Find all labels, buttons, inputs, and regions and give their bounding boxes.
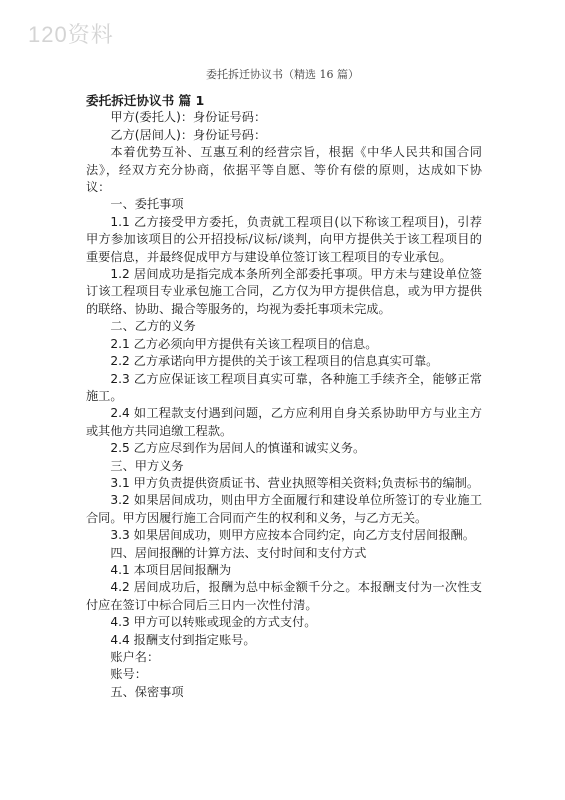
paragraph: 4.1 本项目居间报酬为 [110,562,232,577]
paragraph: 账号： [110,667,147,682]
paragraph: 4.4 报酬支付到指定账号。 [110,632,256,647]
section-title: 委托拆迁协议书 篇 1 [86,93,205,108]
paragraph: 四、居间报酬的计算方法、支付时间和支付方式 [110,545,367,560]
paragraph: 账户名： [110,650,160,664]
watermark-logo: 120资料 [28,22,114,47]
paragraph: 本着优势互补、互惠互利的经营宗旨，根据《中华人民共和国合同法》，经双方充分协商，依据平等自愿、等价有偿的原则，达成如下协议： [86,145,482,195]
paragraph: 2.3 乙方应保证该工程项目真实可靠，各种施工手续齐全，能够正常施工。 [86,371,482,403]
paragraph: 4.3 甲方可以转账或现金的方式支付。 [110,615,317,630]
paragraph: 三、甲方义务 [110,458,184,473]
paragraph: 2.5 乙方应尽到作为居间人的慎谨和诚实义务。 [110,441,366,456]
paragraph: 1.1 乙方接受甲方委托，负责就工程项目(以下称该工程项目)，引荐甲方参加该项目的公开招投标/议标/谈判，向甲方提供关于该工程项目的重要信息，并最终促成甲方与建设单位签订该工程项目的专业承包。 [86,214,482,264]
document-header: 委托拆迁协议书（精选 16 篇） [206,68,359,81]
paragraph: 一、委托事项 [110,197,184,212]
paragraph: 甲方(委托人)：身份证号码： [110,110,267,125]
paragraph: 3.1 甲方负责提供资质证书、营业执照等相关资料;负责标书的编制。 [110,475,480,490]
paragraph: 1.2 居间成功是指完成本条所列全部委托事项。甲方未与建设单位签订该工程项目专业承包施工合同，乙方仅为甲方提供信息，或为甲方提供的联络、协助、撮合等服务的，均视为委托事项未完成。 [86,267,482,316]
paragraph: 乙方(居间人)：身份证号码： [110,127,267,142]
paragraph: 二、乙方的义务 [110,319,196,334]
paragraph: 2.2 乙方承诺向甲方提供的关于该工程项目的信息真实可靠。 [110,354,439,369]
document-body [86,92,482,701]
paragraph: 3.2 如果居间成功，则由甲方全面履行和建设单位所签订的专业施工合同。甲方因履行施工合同而产生的权利和义务，与乙方无关。 [86,493,482,525]
paragraph: 2.4 如工程款支付遇到问题，乙方应利用自身关系协助甲方与业主方或其他方共同追缴工程款。 [86,406,482,438]
paragraph: 3.3 如果居间成功，则甲方应按本合同约定，向乙方支付居间报酬。 [110,528,475,543]
paragraph: 4.2 居间成功后，报酬为总中标金额千分之。本报酬支付为一次性支付应在签订中标合同后三日内一次性付清。 [86,580,482,612]
paragraph: 2.1 乙方必须向甲方提供有关该工程项目的信息。 [110,336,378,351]
paragraph: 五、保密事项 [110,684,184,699]
